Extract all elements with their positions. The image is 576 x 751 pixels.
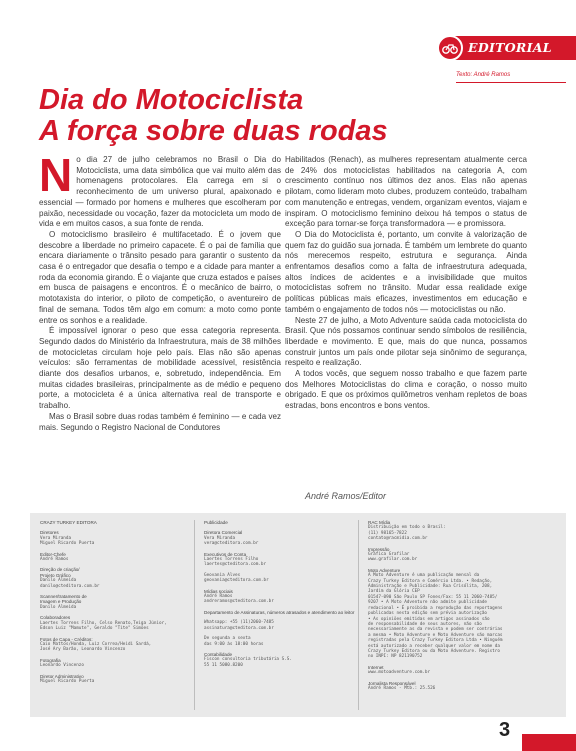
article-title-line-1: Dia do Motociclista: [39, 84, 304, 116]
credits-column-1: [40, 520, 210, 689]
credit-entry: [368, 547, 558, 563]
credit-value: Danilo Almeida danilo@ctedito​ra.com.br: [40, 578, 100, 589]
credit-entry: [40, 615, 210, 631]
credit-label: Jornalista Responsável: [368, 680, 416, 686]
credit-value: De segunda a sexta das 9:00 às 18:00 horas: [204, 636, 264, 647]
credit-value: Geovania Alves geovania@ctedito​ra.com.br: [204, 572, 269, 584]
credit-label: Editor-Chefe: [40, 551, 66, 557]
section-label: EDITORIAL: [468, 40, 552, 55]
paragraph: O Dia do Motociclista é, portanto, um convite à valorização de quem faz do guidão sua jornada. É também um lembrete do quanto nós merecemos respeito, estrutura e segurança. Ainda enfrentamos desafios como a falta de infraestrutura adequada, altos índices de acidentes e a invisibilidade que muitos motociclistas sofrem no trânsito. Mudar essa realidade exige políticas públicas mais eficazes, investimentos em educação e também o engajamento de todos nós — motociclistas ou não.: [285, 229, 527, 314]
credits-column-3: [368, 520, 558, 696]
credit-label: RAC Mídia: [368, 520, 391, 525]
credit-label: Scanner/tratamento de Imagem e Produção: [40, 594, 87, 605]
credit-value: Distribuição em todo o Brasil: (11) 98165-7822 contato@racmidia.com.br: [368, 525, 446, 542]
motorcycle-wheel-icon: [437, 35, 463, 61]
credit-entry: [40, 594, 210, 610]
credit-value: André Ramos: [40, 557, 69, 563]
credit-label: Impressão: [368, 546, 390, 552]
credits-column-2: [204, 520, 374, 673]
credit-label: Diretor Administrativo: [40, 673, 84, 679]
credit-entry: [40, 674, 210, 685]
paragraph: Mas o Brasil sobre duas rodas também é feminino — e cada vez mais. Segundo o Registro Nacional de Condutores: [39, 411, 281, 432]
credit-entry: [40, 520, 210, 525]
page-number: 3: [499, 719, 511, 741]
credit-entry: [204, 652, 374, 668]
credit-label: Publicidade: [204, 520, 228, 525]
credit-label: Moto Adventure: [368, 567, 401, 573]
paragraph: É impossível ignorar o peso que essa categoria representa. Segundo dados do Ministério da Infraestrutura, mais de 38 milhões de motocicletas circulam hoje pelo país. Elas não são apenas veículos: são ferramentas de mobilidade acessível, resistência diante dos desafios urbanos, e, sobretudo, independência. Em muitas cidades brasileiras, principalmente as de médio e pequeno porte, a motocicleta é a única alternativa real de transporte e trabalho.: [39, 326, 281, 411]
credit-entry: [40, 530, 210, 546]
credit-entry: [204, 620, 374, 631]
credit-entry: [204, 552, 374, 568]
credit-value: André Ramos andreramos@ctedito​ra.com.br: [204, 594, 274, 605]
credit-label: Direção de criação/ Projeto Gráfico: [40, 567, 80, 578]
paragraph: Habilitados (Renach), as mulheres representam atualmente cerca de 24% dos motociclistas habilitados na categoria A, com crescimento contínuo nos últimos dez anos. Elas não apenas pilotam, como lideram moto clubes, produzem conteúdo, trabalham com manutenção e entregas, vendem, organizam eventos, viajam e inspiram. O motociclismo feminino deixou há tempos o status de exceção para tornar-se força transformadora — e promissora.: [285, 155, 527, 229]
byline-divider: [456, 82, 566, 83]
credit-entry: [204, 589, 374, 605]
credit-value: Laertes Torrens Filho laertes@ctedito​ra.com.br: [204, 557, 267, 568]
credit-label: Diretora Comercial: [204, 530, 243, 536]
article-column-2: [285, 155, 527, 412]
credit-entry: [40, 637, 210, 653]
credit-label: Departamento de Assinaturas, números atrasados e atendimento ao leitor: [204, 609, 355, 615]
paragraph: Neste 27 de julho, a Moto Adventure saúda cada motociclista do Brasil. Que nós possamos continuar sendo símbolos de resiliência, liberdade e movimento. E que, mais do que nunca, possamos construir juntos um país onde pilotar seja sinônimo de segurança, respeito e realização.: [285, 315, 527, 368]
credit-entry: [40, 552, 210, 563]
paragraph: O motociclismo brasileiro é multifacetado. É o jovem que descobre a liberdade no primeiro capacete. É o pai de família que encara diariamente o trânsito pesado para garantir o sustento da casa é o entregador que desafia o tempo e a cidade para manter a roda da economia girando. É o viajante que cruza estados e países em busca de paisagens e encontros. É o mecânico de bairro, o mototaxista do interior, o piloto de competição, o aventureiro de final de semana. Todos têm algo em comum: a moto como ponte entre os sonhos e a realidade.: [39, 229, 281, 325]
credit-value: Fiscon consultoria tributária S.S. 55 11 5080.8200: [204, 657, 292, 668]
credit-label: Diretores: [40, 530, 59, 536]
credit-value: Leonardo Vincenzo: [40, 663, 84, 669]
credit-label: Fotos de Capa - Créditos:: [40, 636, 93, 642]
credit-entry: [204, 610, 374, 615]
credit-value: Vera Miranda Miguel Ricardo Puerta: [40, 535, 95, 547]
credit-label: Internet: [368, 664, 384, 670]
page-number-bar: [522, 734, 576, 751]
credit-label: CRAZY TURKEY EDITORA: [40, 520, 97, 525]
credit-entry: [368, 568, 558, 660]
credit-value: Laertes Torrens Filho, Celso Renato,Teiga Júnior, Edson Luiz "Mamute", Geraldo "Tite" Simões: [40, 620, 167, 632]
article-column-1: [39, 149, 281, 433]
credit-value: www.motoadventure.com.br: [368, 670, 431, 676]
paragraph: A todos vocês, que seguem nosso trabalho e que fazem parte dos Melhores Motociclistas do clima e coração, o nosso muito obrigado. E que os próximos quilômetros venham repletos de boas estradas, bons encontros e bons ventos.: [285, 369, 527, 411]
credit-value: Danilo Almeida: [40, 604, 77, 610]
credit-value: Caio Mattos/Honda, Luiz Correa/Heidi Sardá, José Ary Barão, Leonardo Vincenzo: [40, 641, 152, 653]
credit-label: Contabilidade: [204, 651, 233, 657]
credit-value: A Moto Adventure é uma publicação mensal da Crazy Turkey Editora e Comércio Ltda. • Redação, Administração e Publicidade: Rua Crisólita, 208, Jardim da Glória CEP 01547-090 São Paulo SP Fones/Fax: 55 11 2060-7485/ 9207 • A Moto Adventure não admite publicidade redacional • É proibida a reprodução das reportagens publicadas nesta edição sem prévia autorização • As opiniões emitidas em artigos assinados são de responsabilidade de seus autores, não são necessariamente as da revista e podem ser contrárias a mesma • Moto Adventure e Moto Adventure são marcas registradas pela Crazy Turkey Editora Ltda • Ninguém está autorizado a receber qualquer valor em nome da Crazy Turkey Editora ou da Moto Adventure. Registro no INPI: NP 821190752: [368, 573, 503, 660]
credit-value: Miguel Ricardo Puerta: [40, 678, 95, 684]
credit-entry: [204, 530, 374, 546]
credit-entry: [204, 573, 374, 584]
credit-value: Vera Miranda vera@ctedito​ra.com.br: [204, 535, 259, 547]
credit-entry: [368, 681, 558, 692]
credit-value: Whatsapp: +55 (11)2060-7485 assinatura@ctedito​ra.com.br: [204, 620, 274, 631]
credit-label: Executivos de Conta: [204, 551, 247, 557]
credit-value: André Ramos - Mtb.: 25.526: [368, 685, 436, 691]
article-title-line-2: A força sobre duas rodas: [39, 115, 388, 147]
credit-entry: [40, 567, 210, 589]
drop-cap: N: [39, 149, 73, 201]
credit-entry: [204, 636, 374, 647]
paragraph: No dia 27 de julho celebramos no Brasil o Dia do Motociclista, uma data simbólica que vai muito além das homenagens protocolares. Ela carrega em si o reconhecimento de um universo plural, apaixonado e essencial — formado por homens e mulheres que escolheram por paixão, necessidade ou vocação, fazer da motocicleta um modo de vida e em muitos casos, a sua fonte de renda.: [39, 149, 281, 229]
editor-signature: André Ramos/Editor: [305, 491, 387, 501]
credit-label: Colaboradores: [40, 615, 71, 621]
byline: Texto: André Ramos: [456, 72, 511, 78]
credit-entry: [40, 658, 210, 669]
credit-label: Mídias sociais: [204, 588, 233, 594]
credit-entry: [204, 520, 374, 525]
credit-entry: [368, 520, 558, 542]
credit-label: Fotografia: [40, 657, 61, 663]
credit-value: Gráfica Grafilar www.grafilar.com.br: [368, 552, 418, 563]
credit-entry: [368, 665, 558, 676]
